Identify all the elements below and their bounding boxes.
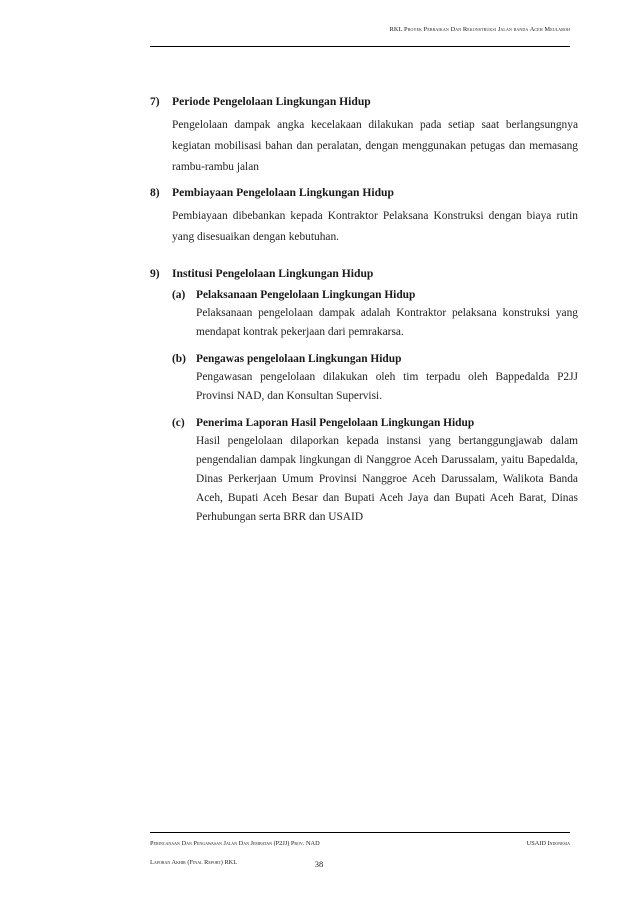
section-8 [150,186,578,248]
section-title-text: Institusi Pengelolaan Lingkungan Hidup [172,267,374,280]
subsection-label: (c) [172,417,185,429]
subsection-title [172,351,578,368]
section-number: 9) [150,267,160,280]
section-title-text: Periode Pengelolaan Lingkungan Hidup [172,95,371,108]
subsection-title-text: Pelaksanaan Pengelolaan Lingkungan Hidup [196,289,416,301]
section-7 [150,95,578,178]
section-title [150,267,578,281]
subsection-body: Pelaksanaan pengelolaan dampak adalah Kontraktor pelaksana konstruksi yang mendapat kontrak pekerjaan dari pemrakarsa. [196,307,578,338]
subsection-b [172,351,578,406]
subsection-label: (b) [172,353,186,365]
section-body: Pengelolaan dampak angka kecelakaan dilakukan pada setiap saat berlangsungnya kegiatan mobilisasi bahan dan peralatan, dengan menggunakan petugas dan memasang rambu-rambu jalan [172,119,578,173]
subsection-c [172,415,578,527]
section-title [150,95,578,109]
running-header [150,24,570,47]
subsection-body: Hasil pengelolaan dilaporkan kepada instansi yang bertanggungjawab dalam pengendalian dampak lingkungan di Nanggroe Aceh Darussalam, yaitu Bapedalda, Dinas Perkerjaan Umum Provinsi Nanggroe Aceh Darussalam, Walikota Banda Aceh, Bupati Aceh Besar dan Bupati Aceh Jaya dan Bupati Aceh Barat, Dinas Perhubungan serta BRR dan USAID [196,435,578,523]
footer-left-line1: Perincanaan Dan Pengawasan Jalan Dan Jembatan (P2JJ) Prov. NAD [150,840,320,847]
subsection-body: Pengawasan pengelolaan dilakukan oleh tim terpadu oleh Bappedalda P2JJ Provinsi NAD, dan Konsultan Supervisi. [196,371,578,402]
section-9 [150,267,578,527]
header-text: RKL Proyek Perbaikan Dan Rekonstruksi Jalan banda Aceh Meulaboh [389,26,570,33]
subsection-label: (a) [172,289,186,301]
subsection-title [172,287,578,304]
subsection-a [172,287,578,342]
footer-left-line2: Laporan Akhir (Final Report) RKL [150,859,238,866]
subsection-title-text: Pengawas pengelolaan Lingkungan Hidup [196,353,402,365]
subsection-title-text: Penerima Laporan Hasil Pengelolaan Lingkungan Hidup [196,417,475,429]
section-body: Pembiayaan dibebankan kepada Kontraktor Pelaksana Konstruksi dengan biaya rutin yang disesuaikan dengan kebutuhan. [172,210,578,243]
section-title [150,186,578,200]
section-title-text: Pembiayaan Pengelolaan Lingkungan Hidup [172,186,394,199]
subsection-title [172,415,578,432]
page-number: 38 [314,859,324,869]
section-number: 7) [150,95,160,108]
section-number: 8) [150,186,160,199]
footer-right: USAID Indonesia [526,840,570,847]
